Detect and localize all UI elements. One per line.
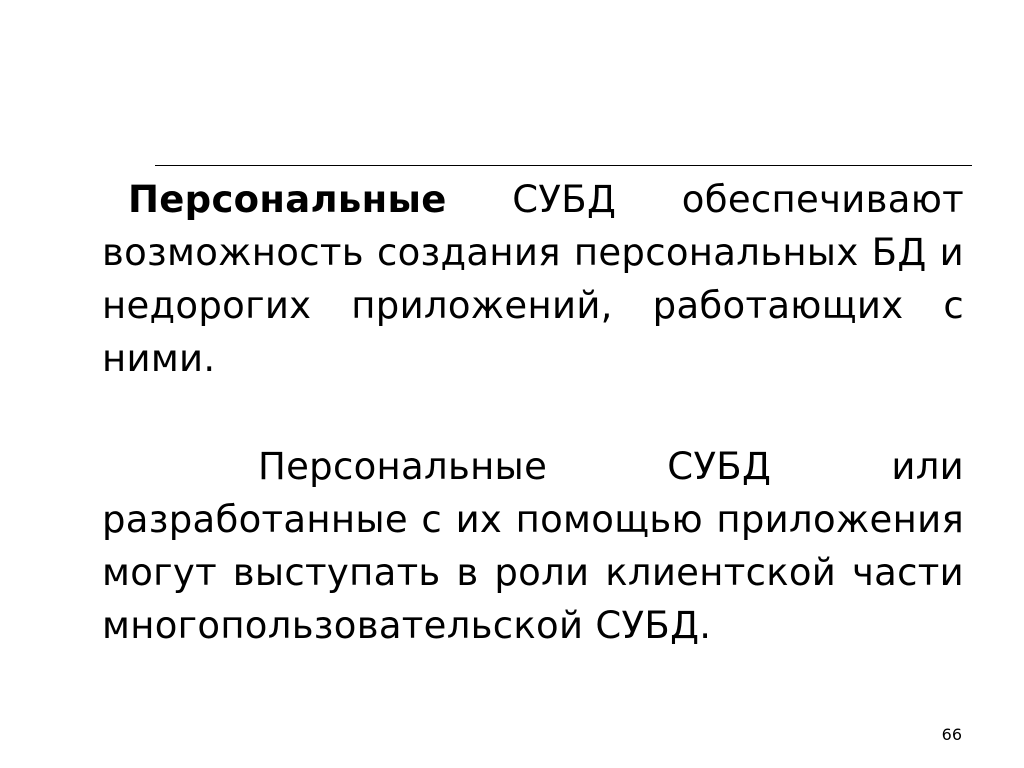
paragraph-client-role [102,440,964,652]
paragraph-body: СУБД обеспечивают возможность создания персональных БД и недорогих приложений, работающих с ними. [102,178,964,380]
paragraph-personal-dbms-capabilities [102,173,964,385]
paragraph-body: Персональные СУБД или разработанные с их помощью приложения могут выступать в роли клиентской части многопользовательской СУБД. [102,445,964,647]
horizontal-rule [155,165,972,166]
page-number: 66 [941,725,962,744]
paragraph-lead-term: Персональные [128,178,447,221]
